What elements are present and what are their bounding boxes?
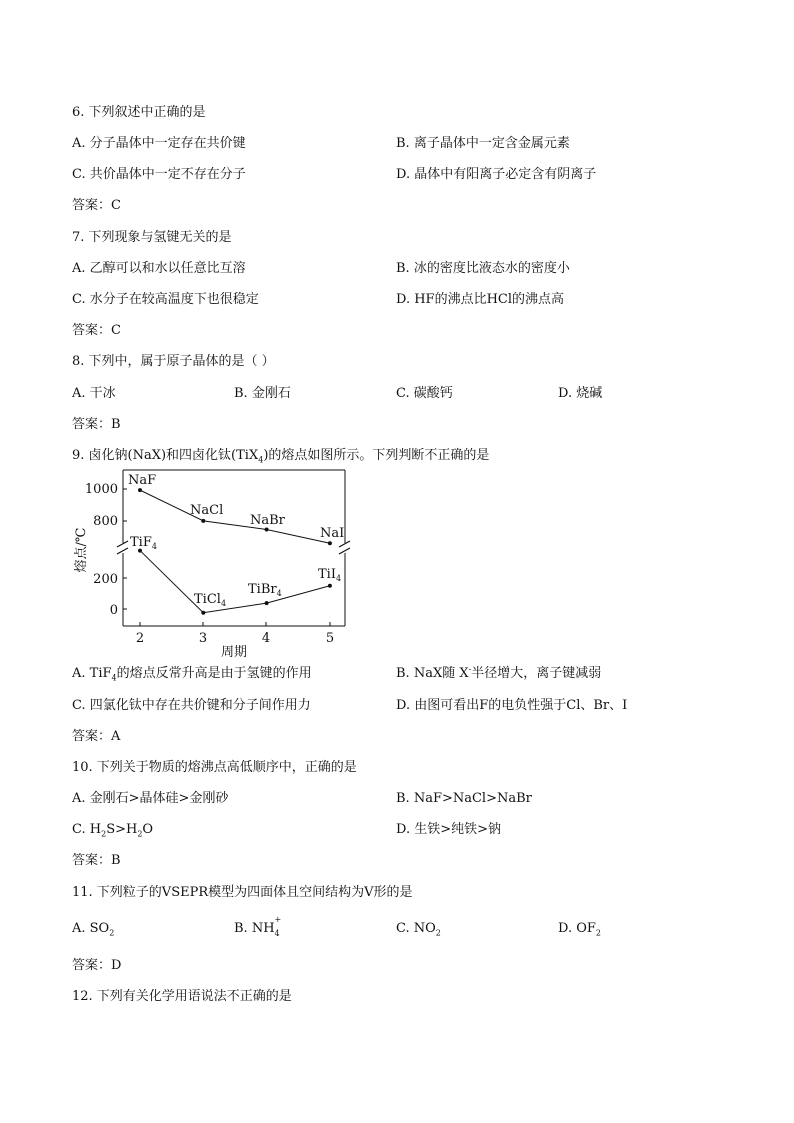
- ticl-series: [130, 535, 341, 615]
- q10-option-b: B. NaF>NaCl>NaBr: [396, 791, 532, 806]
- q10-option-c: C. $H_2S>H_2O$: [72, 822, 154, 839]
- q11-option-c: C. $NO_2$: [396, 921, 441, 938]
- q9-option-a: A. TiF$_4$的熔点反常升高是由于氢键的作用: [72, 666, 312, 683]
- data-point: [328, 541, 332, 545]
- y-tick-label: 1000: [84, 482, 118, 497]
- q7-stem: 7. 下列现象与氢键无关的是: [72, 230, 232, 245]
- q9-stem: 9. 卤化钠(NaX)和四卤化钛(TiX$_4$)的熔点如图所示。下列判断不正确的是: [72, 448, 490, 465]
- q11-answer: 答案：D: [72, 958, 122, 973]
- q6-answer: 答案：C: [72, 198, 121, 213]
- y-tick-label: 200: [93, 572, 118, 587]
- point-label: NaCl: [190, 503, 224, 518]
- point-label: NaBr: [250, 513, 285, 528]
- x-tick-label: 3: [198, 631, 208, 646]
- melting-point-chart: [70, 468, 360, 660]
- q7-option-a: A. 乙醇可以和水以任意比互溶: [72, 261, 246, 276]
- data-point: [201, 519, 205, 523]
- point-label: TiCl$_4$: [194, 592, 227, 608]
- q8-option-a: A. 干冰: [72, 386, 116, 401]
- q7-option-c: C. 水分子在较高温度下也很稳定: [72, 292, 259, 307]
- series-line-tix4: [140, 551, 330, 613]
- point-label: TiF$_4$: [130, 535, 157, 551]
- y-tick-label: 800: [93, 514, 118, 529]
- y-axis-label: 熔点/℃: [74, 527, 89, 573]
- q10-answer: 答案：B: [72, 853, 121, 868]
- q9-option-d: D. 由图可看出F的电负性强于Cl、Br、I: [396, 698, 628, 713]
- q10-option-a: A. 金刚石>晶体硅>金刚砂: [72, 791, 229, 806]
- q10-option-d: D. 生铁>纯铁>钠: [396, 822, 502, 837]
- data-point: [138, 488, 142, 492]
- q11-option-d: D. $OF_2$: [558, 921, 601, 938]
- x-tick-label: 4: [261, 631, 271, 646]
- q7-option-b: B. 冰的密度比液态水的密度小: [396, 261, 570, 276]
- point-label: NaI: [320, 526, 345, 541]
- y-tick-label: 0: [109, 603, 118, 618]
- q7-answer: 答案：C: [72, 323, 121, 338]
- q9-option-b: B. NaX随 X-半径增大，离子键减弱: [396, 664, 602, 681]
- q10-stem: 10. 下列关于物质的熔沸点高低顺序中，正确的是: [72, 760, 357, 775]
- point-label: NaF: [128, 473, 157, 488]
- q6-option-b: B. 离子晶体中一定含金属元素: [396, 136, 570, 151]
- y-ticks: [85, 482, 127, 618]
- q12-stem: 12. 下列有关化学用语说法不正确的是: [72, 989, 292, 1004]
- q7-option-d: D. HF的沸点比HCl的沸点高: [396, 292, 565, 307]
- q9-answer: 答案：A: [72, 729, 121, 744]
- point-label: TiI$_4$: [318, 567, 342, 583]
- data-point: [265, 527, 269, 531]
- x-tick-label: 5: [325, 631, 335, 646]
- q11-option-b: B. NH + 4: [234, 915, 282, 938]
- q6-stem: 6. 下列叙述中正确的是: [72, 105, 206, 120]
- data-point: [201, 611, 205, 615]
- q9-option-c: C. 四氯化钛中存在共价键和分子间作用力: [72, 698, 311, 713]
- q6-option-c: C. 共价晶体中一定不存在分子: [72, 167, 246, 182]
- data-point: [265, 601, 269, 605]
- q8-stem: 8. 下列中，属于原子晶体的是（ ）: [72, 354, 275, 369]
- q8-answer: 答案：B: [72, 417, 121, 432]
- naf-series: [128, 473, 344, 545]
- x-axis-label: 周期: [220, 645, 248, 660]
- q6-option-d: D. 晶体中有阳离子必定含有阴离子: [396, 167, 597, 182]
- q8-option-b: B. 金刚石: [234, 386, 291, 401]
- point-label: TiBr$_4$: [248, 582, 282, 598]
- q11-option-a: A. $SO_2$: [72, 921, 115, 938]
- q11-stem: 11. 下列粒子的VSEPR模型为四面体且空间结构为V形的是: [72, 885, 413, 900]
- q8-option-c: C. 碳酸钙: [396, 386, 453, 401]
- data-point: [328, 584, 332, 588]
- x-tick-label: 2: [135, 631, 145, 646]
- q8-option-d: D. 烧碱: [558, 386, 603, 401]
- q6-option-a: A. 分子晶体中一定存在共价键: [72, 136, 246, 151]
- series-line-nax: [140, 490, 330, 543]
